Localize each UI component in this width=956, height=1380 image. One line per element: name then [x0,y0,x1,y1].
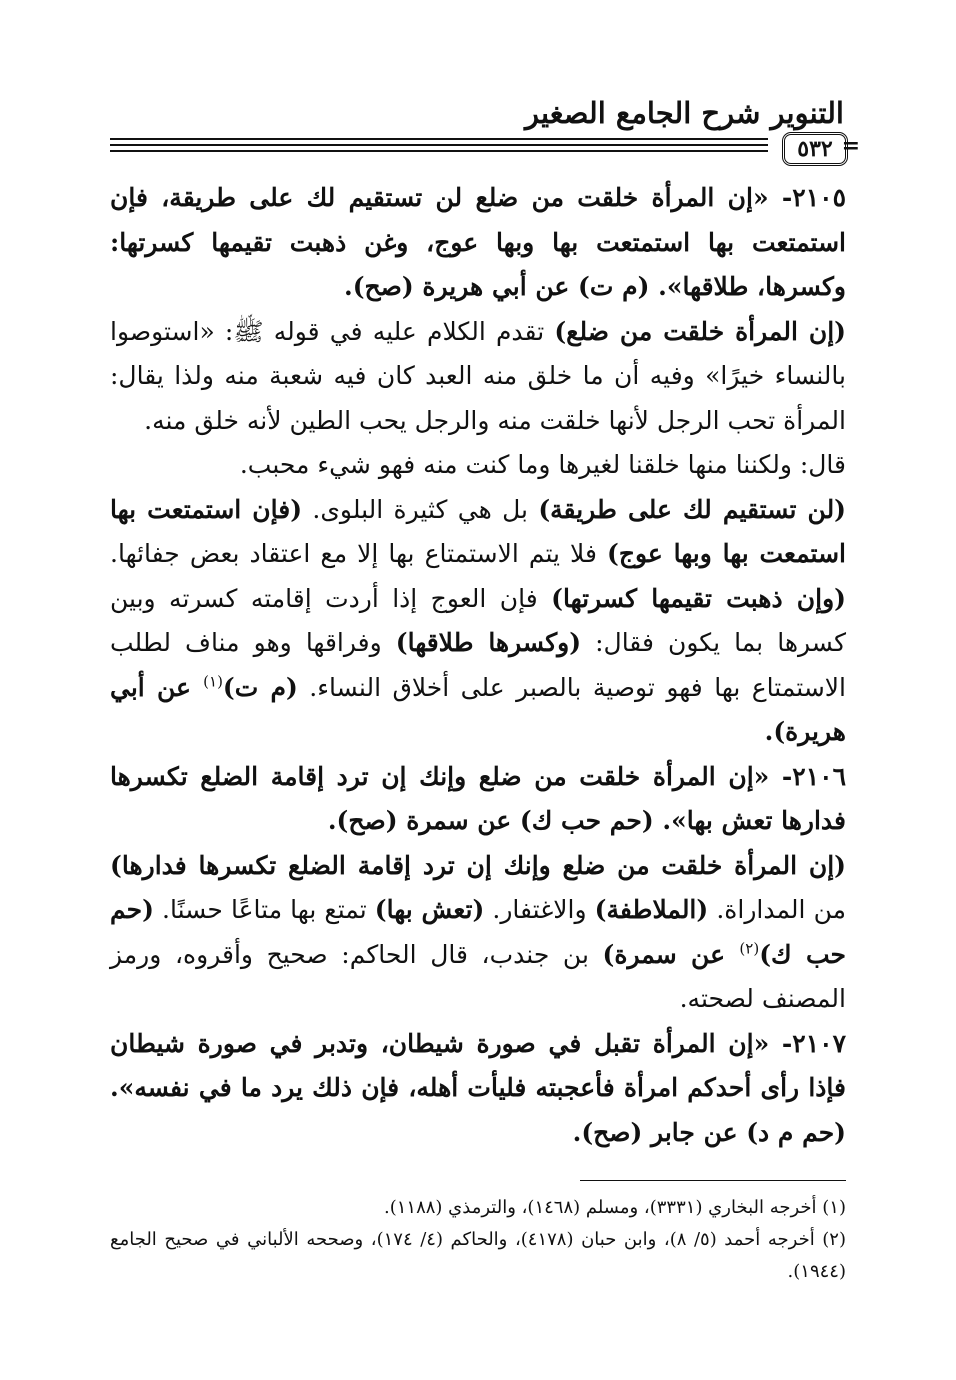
narrator-phrase: عن سمرة) [602,939,740,969]
commentary-bold-phrase: (وكسرها طلاقها) [395,628,582,657]
commentary-2105-p1 [110,310,846,444]
commentary-text: وفراقها وهو مناف لطلب الاستمتاع بها فهو توصية بالصبر على أخلاق النساء. [110,628,846,702]
header-rule-middle [110,144,768,146]
footnote-ref-2[interactable]: (٢) [739,939,760,958]
commentary-text: تقدم الكلام عليه في قوله ﷺ: «استوصوا بالنساء خيرًا» وفيه أن ما خلق منه العبد كان فيه شعبة منه ولذا يقال: المرأة تحب الرجل لأنها خلقت منه والرجل يحب الطين لأنه خلق منه. [110,316,846,435]
commentary-bold-phrase: (إن المرأة خلقت من ضلع وإنك إن ترد إقامة الضلع تكسرها فدارها) [110,850,846,880]
running-header-title: التنوير شرح الجامع الصغير [525,96,844,130]
header-rule-bottom [110,150,768,152]
commentary-bold-phrase: (وإن ذهبت تقيمها كسرتها) [551,583,846,613]
commentary-text: بن جندب، قال الحاكم: صحيح وأقروه، ورمز المصنف لصحته. [110,939,846,1013]
page-body [110,176,846,1155]
narrator-phrase: عن أبي هريرة). [110,672,846,746]
commentary-2105-p3 [110,488,846,755]
source-abbrev: (م ت) [222,672,298,702]
commentary-bold-phrase: (تعش بها) [374,895,485,924]
hadith-2106: ٢١٠٦- «إن المرأة خلقت من ضلع وإنك إن ترد إقامة الضلع تكسرها فدارها تعش بها». (حم حب ك) عن سمرة (صح). [110,761,846,835]
footnote-2: (٢) أخرجه أحمد (٥/ ٨)، وابن حبان (٤١٧٨)، والحاكم (٤/ ١٧٤)، وصححه الألباني في صحيح الجامع (١٩٤٤). [110,1229,846,1282]
commentary-bold-phrase: (فإن استمتعت بها استمعت بها وبها عوج) [110,494,846,568]
commentary-text: من المداراة. [708,895,846,924]
commentary-text: تمتع بها متاعًا حسنًا. [153,895,375,924]
footnote-ref-1[interactable]: (١) [203,672,223,691]
footnote-1: (١) أخرجه البخاري (٣٣٣١)، ومسلم (١٤٦٨)، والترمذي (١١٨٨). [384,1197,846,1218]
commentary-bold-phrase: (الملاطفة) [594,895,709,924]
commentary-text: فلا يتم الاستمتاع بها إلا مع اعتقاد بعض جفائها. [110,539,607,568]
footnote-separator [580,1180,846,1181]
commentary-2106 [110,844,846,1022]
commentary-text: والاغتفار. [484,895,595,924]
page-number-box [782,132,848,166]
commentary-2105-poem: قال: ولكننا منها خلقنا لغيرها وما كنت منه فهو شيء محبب. [239,450,846,479]
source-abbrev: (حم حب ك) [110,895,847,969]
page-number: ٥٣٢ [797,136,833,162]
header-side-mark: = [841,133,860,159]
hadith-2107: ٢١٠٧- «إن المرأة تقبل في صورة شيطان، وتدبر في صورة شيطان فإذا رأى أحدكم امرأة فأعجبته فليأت أهله، فإن ذلك يرد ما في نفسه». (حم م د) عن جابر (صح). [110,1028,846,1147]
commentary-text: فإن العوج إذا أردت إقامته كسرته وبين كسرها بما يكون فقال: [110,583,846,657]
footnotes [110,1192,846,1288]
commentary-text: بل هي كثيرة البلوى. [302,494,539,524]
commentary-bold-phrase: (لن تستقيم لك على طريقة) [538,494,847,524]
commentary-bold-phrase: (إن المرأة خلقت من ضلع) [554,316,846,346]
header-rule-top [110,138,768,140]
hadith-2105: ٢١٠٥- «إن المرأة خلقت من ضلع لن تستقيم لك على طريقة، فإن استمتعت بها استمتعت بها وبها عوج، وغن ذهبت تقيمها كسرتها: وكسرها، طلاقها». (م ت) عن أبي هريرة (صح). [110,183,846,301]
